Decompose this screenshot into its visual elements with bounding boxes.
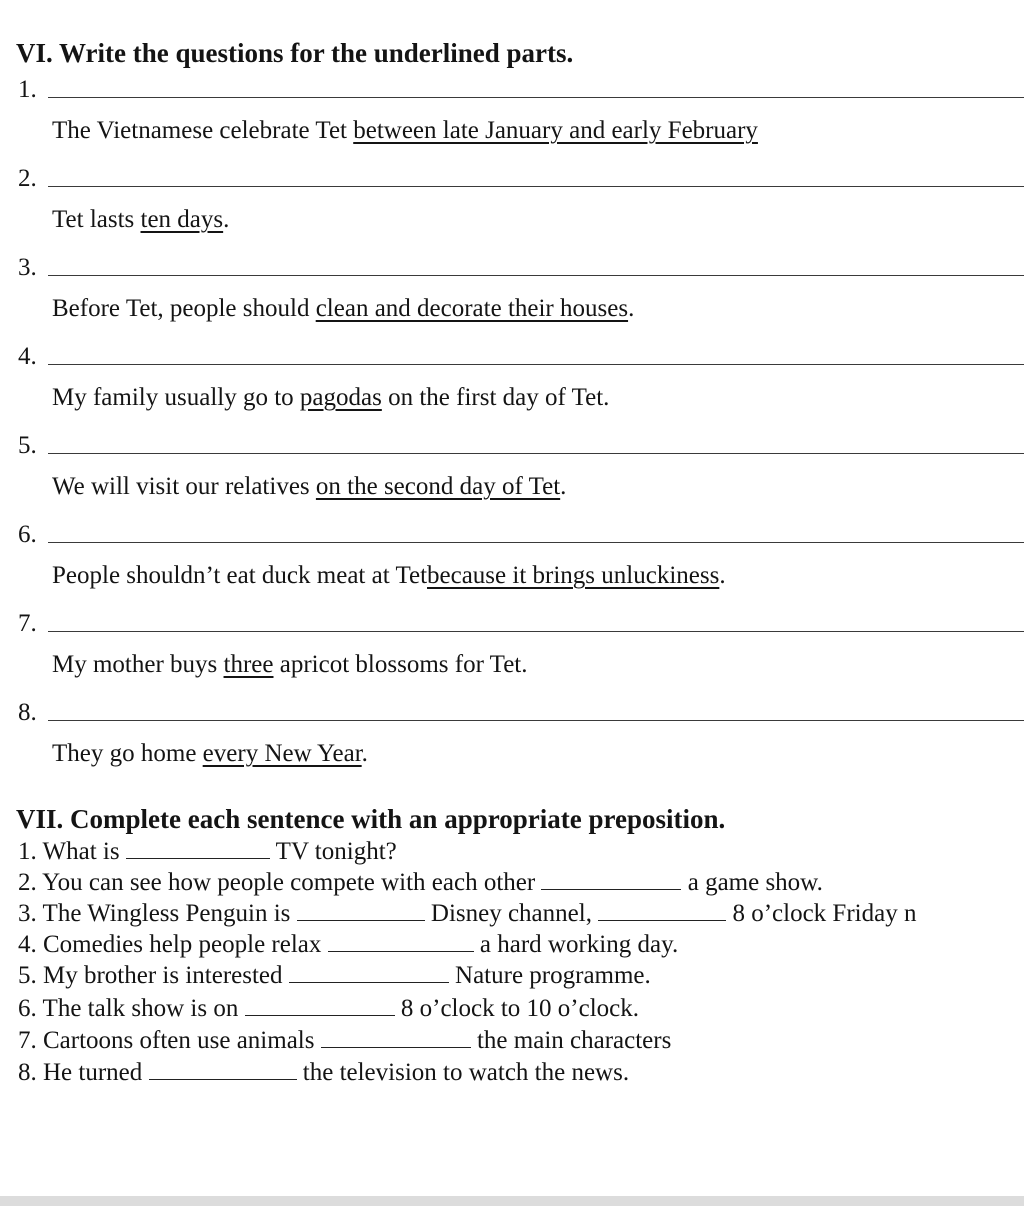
underlined-part: because it brings unluckiness xyxy=(427,562,720,589)
fill-in-item xyxy=(18,1027,671,1055)
underlined-part: every New Year xyxy=(202,740,362,767)
answer-line xyxy=(48,453,1024,454)
sentence-text: They go home xyxy=(52,740,203,767)
item-number: 5. xyxy=(18,432,37,459)
sentence xyxy=(52,295,634,323)
sentence-text: . xyxy=(560,473,567,500)
sentence xyxy=(52,740,368,768)
fill-in-item xyxy=(18,900,916,928)
item-number: 8. xyxy=(18,699,37,726)
underlined-part: ten days xyxy=(140,206,224,233)
sentence-text: 6. The talk show is on xyxy=(18,995,245,1022)
answer-line xyxy=(48,720,1024,721)
item-number: 1. xyxy=(18,76,37,103)
underlined-part: on the second day of Tet xyxy=(315,473,561,500)
fill-in-item xyxy=(18,838,397,866)
sentence-text: 4. Comedies help people relax xyxy=(18,931,328,958)
sentence xyxy=(52,384,609,412)
sentence-text: . xyxy=(361,740,368,767)
item-number: 6. xyxy=(18,521,37,548)
sentence xyxy=(52,206,229,234)
sentence-text: 8 o’clock to 10 o’clock. xyxy=(394,995,639,1022)
underlined-part: clean and decorate their houses xyxy=(315,295,629,322)
blank xyxy=(321,1027,471,1048)
blank xyxy=(598,900,726,921)
sentence-text: . xyxy=(719,562,726,589)
sentence-text: 2. You can see how people compete with each other xyxy=(18,869,542,896)
blank xyxy=(297,900,425,921)
underlined-part: three xyxy=(223,651,274,678)
sentence xyxy=(52,117,758,145)
sentence-text: apricot blossoms for Tet. xyxy=(273,651,528,678)
sentence-text: My family usually go to xyxy=(52,384,300,411)
sentence-text: 8. He turned xyxy=(18,1059,149,1086)
sentence-text: the television to watch the news. xyxy=(296,1059,630,1086)
sentence-text: Tet lasts xyxy=(52,206,141,233)
blank xyxy=(149,1059,297,1080)
item-number: 2. xyxy=(18,165,37,192)
answer-line xyxy=(48,631,1024,632)
answer-line xyxy=(48,542,1024,543)
sentence-text: 3. The Wingless Penguin is xyxy=(18,900,297,927)
sentence-text: Disney channel, xyxy=(424,900,599,927)
sentence xyxy=(52,562,726,590)
sentence-text: We will visit our relatives xyxy=(52,473,316,500)
sentence-text: the main characters xyxy=(470,1027,672,1054)
sentence-text: Nature programme. xyxy=(448,962,651,989)
blank xyxy=(328,931,474,952)
answer-line xyxy=(48,186,1024,187)
answer-line xyxy=(48,364,1024,365)
fill-in-item xyxy=(18,869,823,897)
answer-line xyxy=(48,97,1024,98)
blank xyxy=(289,962,449,983)
sentence-text: a game show. xyxy=(681,869,823,896)
bottom-edge xyxy=(0,1196,1024,1206)
sentence-text: a hard working day. xyxy=(473,931,679,958)
sentence-text: Before Tet, people should xyxy=(52,295,316,322)
blank xyxy=(126,838,270,859)
section-7-title: VII. Complete each sentence with an appropriate preposition. xyxy=(16,804,726,834)
sentence-text: 5. My brother is interested xyxy=(18,962,289,989)
sentence-text: My mother buys xyxy=(52,651,224,678)
sentence-text: TV tonight? xyxy=(269,838,397,865)
item-number: 3. xyxy=(18,254,37,281)
blank xyxy=(541,869,681,890)
answer-line xyxy=(48,275,1024,276)
sentence xyxy=(52,473,566,501)
fill-in-item xyxy=(18,931,678,959)
fill-in-item xyxy=(18,962,651,990)
fill-in-item xyxy=(18,995,639,1023)
sentence-text: . xyxy=(628,295,635,322)
fill-in-item xyxy=(18,1059,629,1087)
sentence-text: 1. What is xyxy=(18,838,126,865)
underlined-part: pagodas xyxy=(299,384,382,411)
section-6-title: VI. Write the questions for the underlined parts. xyxy=(16,38,574,68)
sentence-text: 7. Cartoons often use animals xyxy=(18,1027,321,1054)
sentence xyxy=(52,651,528,679)
underlined-part: between late January and early February xyxy=(353,117,758,144)
sentence-text: on the first day of Tet. xyxy=(381,384,610,411)
item-number: 4. xyxy=(18,343,37,370)
sentence-text: 8 o’clock Friday n xyxy=(726,900,917,927)
sentence-text: People shouldn’t eat duck meat at Tet xyxy=(52,562,428,589)
item-number: 7. xyxy=(18,610,37,637)
sentence-text: The Vietnamese celebrate Tet xyxy=(52,117,354,144)
sentence-text: . xyxy=(223,206,230,233)
blank xyxy=(245,995,395,1016)
